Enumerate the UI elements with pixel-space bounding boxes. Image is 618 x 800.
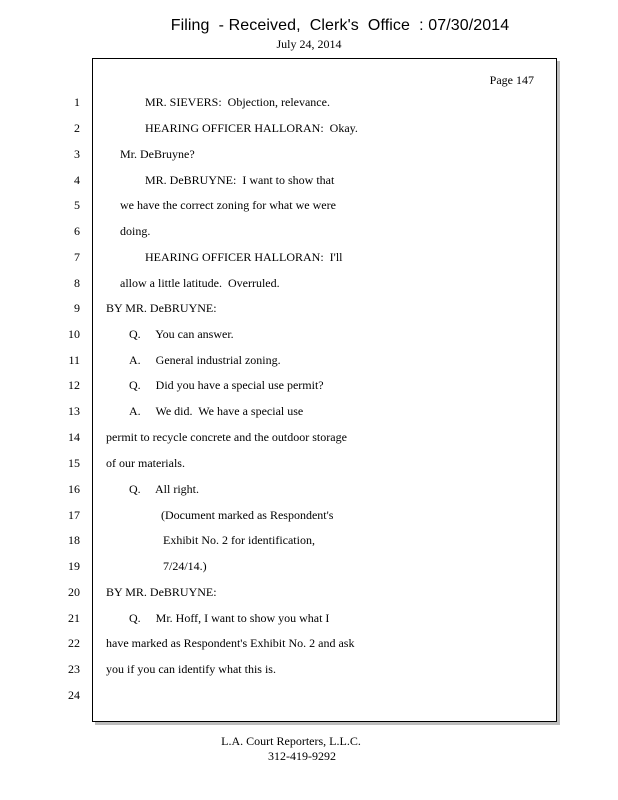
transcript-line: MR. DeBRUYNE: I want to show that: [145, 173, 335, 187]
filing-stamp: Filing - Received, Clerk's Office : 07/30/2014: [170, 17, 510, 34]
line-number: 10: [68, 327, 80, 341]
line-number: 18: [68, 533, 80, 547]
line-number: 3: [74, 147, 80, 161]
line-number: 16: [68, 482, 80, 496]
line-number: 15: [68, 456, 80, 470]
transcript-line: 7/24/14.): [163, 559, 207, 573]
line-number: 1: [74, 95, 80, 109]
footer-phone: 312-419-9292: [268, 749, 336, 763]
line-number: 8: [74, 276, 80, 290]
page-number: Page 147: [489, 73, 534, 87]
transcript-line: Mr. DeBruyne?: [120, 147, 195, 161]
line-number: 5: [74, 198, 80, 212]
transcript-date: [0, 37, 618, 52]
line-number: 24: [68, 688, 80, 702]
transcript-line: MR. SIEVERS: Objection, relevance.: [145, 95, 330, 109]
line-number: 23: [68, 662, 80, 676]
transcript-line: A. We did. We have a special use: [129, 404, 304, 418]
line-number: 13: [68, 404, 80, 418]
line-number: 14: [68, 430, 80, 444]
transcript-line: Q. Did you have a special use permit?: [129, 378, 324, 392]
transcript-line: of our materials.: [106, 456, 185, 470]
line-number: 20: [68, 585, 80, 599]
transcript-line: BY MR. DeBRUYNE:: [106, 585, 217, 599]
transcript-line: permit to recycle concrete and the outdoor storage: [106, 430, 347, 444]
transcript-line: doing.: [120, 224, 151, 238]
transcript-line: you if you can identify what this is.: [106, 662, 276, 676]
line-number: 22: [68, 636, 80, 650]
transcript-line: have marked as Respondent's Exhibit No. 2 and ask: [106, 636, 355, 650]
transcript-line: HEARING OFFICER HALLORAN: I'll: [145, 250, 343, 264]
footer-company: L.A. Court Reporters, L.L.C.: [221, 734, 361, 748]
line-number: 21: [68, 611, 80, 625]
transcript-line: BY MR. DeBRUYNE:: [106, 301, 217, 315]
transcript-line: Q. All right.: [129, 482, 200, 496]
line-number: 12: [68, 378, 80, 392]
line-number: 6: [74, 224, 80, 238]
transcript-line: allow a little latitude. Overruled.: [120, 276, 280, 290]
line-number: 9: [74, 301, 80, 315]
line-number: 7: [74, 250, 80, 264]
transcript-line: (Document marked as Respondent's: [161, 508, 334, 522]
transcript-line: HEARING OFFICER HALLORAN: Okay.: [145, 121, 358, 135]
line-number: 11: [68, 353, 80, 367]
transcript-line: we have the correct zoning for what we were: [120, 198, 336, 212]
transcript-line: Exhibit No. 2 for identification,: [163, 533, 315, 547]
transcript-line: Q. Mr. Hoff, I want to show you what I: [129, 611, 330, 625]
line-number: 4: [74, 173, 80, 187]
transcript-line: Q. You can answer.: [129, 327, 234, 341]
line-number: 19: [68, 559, 80, 573]
transcript-line: A. General industrial zoning.: [129, 353, 281, 367]
line-number: 2: [74, 121, 80, 135]
transcript-date-text: July 24, 2014: [276, 37, 342, 51]
line-number: 17: [68, 508, 80, 522]
